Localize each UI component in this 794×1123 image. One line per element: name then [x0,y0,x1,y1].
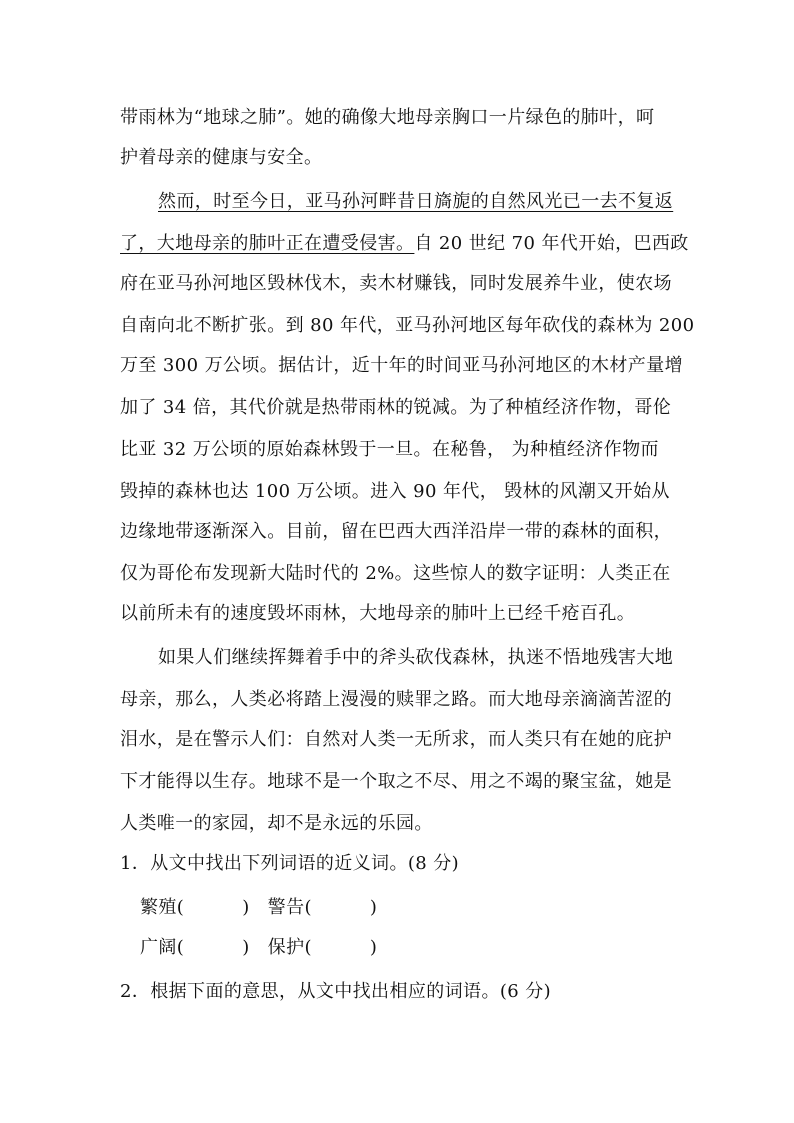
paragraph-2-line-2 [120,232,689,256]
question-1-row-1 [140,896,377,920]
blank-close-paren: ) [369,897,378,918]
paragraph-2-line-3: 府在亚马孙河地区毁林伐木，卖木材赚钱，同时发展养牛业，使农场 [120,273,672,294]
paragraph-3-line-3: 泪水，是在警示人们：自然对人类一无所求，而人类只有在她的庇护 [120,729,672,750]
paragraph-3-line-1: 如果人们继续挥舞着手中的斧头砍伐森林，执迷不悟地残害大地 [158,647,674,668]
paragraph-1-line-1: 带雨林为“地球之肺”。她的确像大地母亲胸口一片绿色的肺叶，呵 [120,107,655,128]
synonym-prompt-fanzhi: 繁殖( [140,897,185,918]
question-2: 2．根据下面的意思，从文中找出相应的词语。(6 分) [120,981,552,1002]
question-1: 1．从文中找出下列词语的近义词。(8 分) [120,853,460,874]
paragraph-3-line-5: 人类唯一的家园，却不是永远的乐园。 [120,813,433,834]
paragraph-2-line-7: 比亚 32 万公顷的原始森林毁于一旦。在秘鲁， 为种植经济作物而 [120,439,659,460]
paragraph-2-line-4: 自南向北不断扩张。到 80 年代，亚马孙河地区每年砍伐的森林为 200 [120,315,695,336]
paragraph-2-line-8: 毁掉的森林也达 100 万公顷。进入 90 年代， 毁林的风潮又开始从 [120,481,670,502]
blank-close-paren: ) [369,937,378,958]
paragraph-2-line-9: 边缘地带逐渐深入。目前，留在巴西大西洋沿岸一带的森林的面积， [120,521,672,542]
paragraph-2-line-6: 加了 34 倍，其代价就是热带雨林的锐减。为了种植经济作物，哥伦 [120,397,672,418]
paragraph-2-line-5: 万至 300 万公顷。据估计，近十年的时间亚马孙河地区的木材产量增 [120,355,683,376]
synonym-prompt-guangkuo: 广阔( [140,937,185,958]
blank-close-paren: ) [242,937,250,958]
synonym-prompt-baohu: 保护( [267,937,312,958]
paragraph-2-line-11: 以前所未有的速度毁坏雨林，大地母亲的肺叶上已经千疮百孔。 [120,603,636,624]
blank-close-paren: ) [242,897,250,918]
question-1-row-2 [140,936,377,960]
synonym-prompt-jinggao: 警告( [267,897,312,918]
paragraph-2-line-1: 然而，时至今日，亚马孙河畔昔日旖旎的自然风光已一去不复返 [158,191,674,212]
underlined-key-sentence: 了，大地母亲的肺叶正在遭受侵害。 [120,233,415,254]
paragraph-1-line-2: 护着母亲的健康与安全。 [120,147,323,168]
paragraph-3-line-2: 母亲，那么，人类必将踏上漫漫的赎罪之路。而大地母亲滴滴苦涩的 [120,689,672,710]
paragraph-3-line-4: 下才能得以生存。地球不是一个取之不尽、用之不竭的聚宝盆，她是 [120,771,672,792]
paragraph-2-line-10: 仅为哥伦布发现新大陆时代的 2%。这些惊人的数字证明：人类正在 [120,563,671,584]
paragraph-2-line-2-rest: 自 20 世纪 70 年代开始，巴西政 [414,233,689,254]
